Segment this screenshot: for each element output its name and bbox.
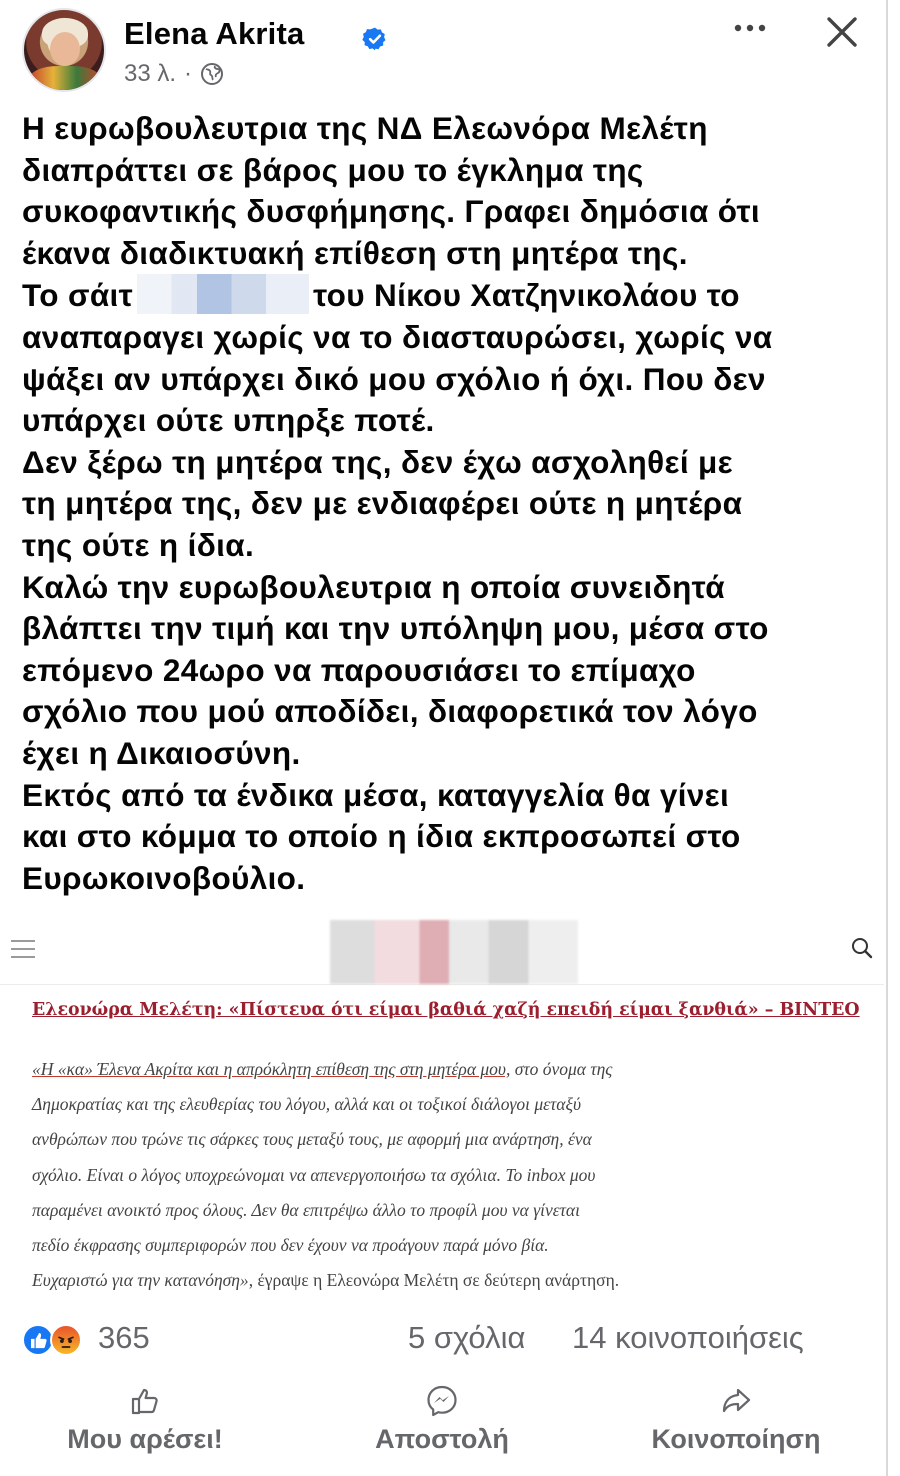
post-line (22, 274, 862, 317)
post-line: έχει η Δικαιοσύνη. (22, 734, 301, 771)
more-icon[interactable] (730, 18, 770, 38)
post-line: διαπράττει σε βάρος μου το έγκλημα της (22, 151, 644, 188)
send-button[interactable] (362, 1384, 522, 1455)
embedded-text-line: πεδίο έκφρασης συμπεριφορών που δεν έχουν να προάγουν παρά μόνο βία. (32, 1235, 549, 1256)
post-header (22, 8, 868, 92)
post-line: βλάπτει την τιμή και την υπόληψη μου, μέσα στο (22, 610, 769, 647)
like-label: Μου αρέσει! (67, 1424, 223, 1454)
comments-count[interactable]: 5 σχόλια (408, 1320, 526, 1355)
embedded-text-line: Δημοκρατίας και της ελευθερίας του λόγου, αλλά και οι τοξικοί διάλογοι μεταξύ (32, 1094, 582, 1115)
blurred-site-name (137, 274, 309, 314)
embedded-site-header (0, 912, 884, 985)
post-line: συκοφαντικής δυσφήμησης. Γραφει δημόσια ότι (22, 193, 761, 230)
author-name[interactable]: Elena Akrita (124, 16, 305, 51)
embedded-text-line: ανθρώπων που τρώνε τις σάρκες τους μεταξύ τους, με αφορμή μια ανάρτηση, ένα (32, 1129, 592, 1150)
send-label: Αποστολή (375, 1424, 509, 1454)
share-label: Κοινοποίηση (651, 1424, 821, 1454)
share-icon (719, 1384, 753, 1418)
share-button[interactable] (636, 1384, 836, 1455)
globe-icon (200, 62, 224, 86)
messenger-icon (425, 1384, 459, 1418)
post-line: Καλώ την ευρωβουλευτρια η οποία συνειδητά (22, 568, 725, 605)
search-icon (850, 936, 874, 960)
post-line: Εκτός από τα ένδικα μέσα, καταγγελία θα γίνει (22, 776, 730, 813)
panel-edge (886, 0, 888, 1476)
post-line: επόμενο 24ωρο να παρουσιάσει το επίμαχο (22, 651, 696, 688)
post-time[interactable]: 33 λ. (124, 60, 177, 87)
reactions-count[interactable]: 365 (98, 1320, 150, 1355)
angry-reaction-icon[interactable] (50, 1324, 82, 1356)
embedded-text-part: , έγραψε η Ελεονώρα Μελέτη σε δεύτερη ανάρτηση. (248, 1270, 620, 1291)
embedded-paragraph (32, 1052, 832, 1298)
like-button[interactable] (50, 1384, 240, 1455)
post-line: τη μητέρα της, δεν με ενδιαφέρει ούτε η μητέρα (22, 485, 743, 522)
post-meta (124, 60, 224, 88)
verified-icon (362, 26, 388, 52)
reactions-row (22, 1320, 866, 1360)
post-line: σχόλιο που μού αποδίδει, διαφορετικά τον λόγο (22, 693, 758, 730)
post-line: Ευρωκοινοβούλιο. (22, 859, 306, 896)
embedded-text-line: σχόλιο. Είναι ο λόγος υποχρεώνομαι να απενεργοποιήσω τα σχόλια. Το inbox μου (32, 1164, 596, 1185)
embedded-text-part: στο όνομα της (510, 1059, 613, 1079)
post-line: αναπαραγει χωρίς να το διασταυρώσει, χωρίς να (22, 318, 773, 355)
menu-icon (10, 938, 36, 960)
post-text (22, 108, 862, 899)
post-line: έκανα διαδικτυακή επίθεση στη μητέρα της. (22, 234, 688, 271)
post-line: της ούτε η ίδια. (22, 526, 255, 563)
blurred-site-logo (330, 920, 578, 984)
post-line: και στο κόμμα το οποίο η ίδια εκπροσωπεί στο (22, 818, 741, 855)
embedded-headline: Ελεονώρα Μελέτη: «Πίστευα ότι είμαι βαθιά χαζή επειδή είμαι ξανθιά» – ΒΙΝΤΕΟ (32, 1000, 860, 1020)
embedded-text-part: «Η «κα» Έλενα Ακρίτα και η απρόκλητη επίθεση της στη μητέρα μου, (32, 1059, 511, 1079)
embedded-article-image[interactable] (0, 912, 884, 1292)
post-line: ψάξει αν υπάρχει δικό μου σχόλιο ή όχι. Που δεν (22, 360, 766, 397)
meta-separator: · (184, 60, 193, 87)
action-bar (22, 1384, 866, 1464)
post-line-part: του Νίκου Χατζηνικολάου το (313, 277, 740, 314)
post-line: Η ευρωβουλευτρια της ΝΔ Ελεωνόρα Μελέτη (22, 110, 708, 146)
embedded-text-part: Ευχαριστώ για την κατανόηση» (32, 1270, 249, 1291)
post-line: Δεν ξέρω τη μητέρα της, δεν έχω ασχοληθεί με (22, 443, 733, 480)
post-line-part: Το σάιτ (22, 277, 134, 314)
avatar[interactable] (22, 8, 106, 92)
close-icon[interactable] (822, 12, 862, 52)
post-line: υπάρχει ούτε υπηρξε ποτέ. (22, 402, 435, 439)
shares-count[interactable]: 14 κοινοποιήσεις (572, 1320, 804, 1355)
like-icon (128, 1384, 162, 1418)
embedded-text-line: παραμένει ανοικτό προς όλους. Δεν θα επιτρέψω άλλο το προφίλ μου να γίνεται (32, 1199, 580, 1220)
